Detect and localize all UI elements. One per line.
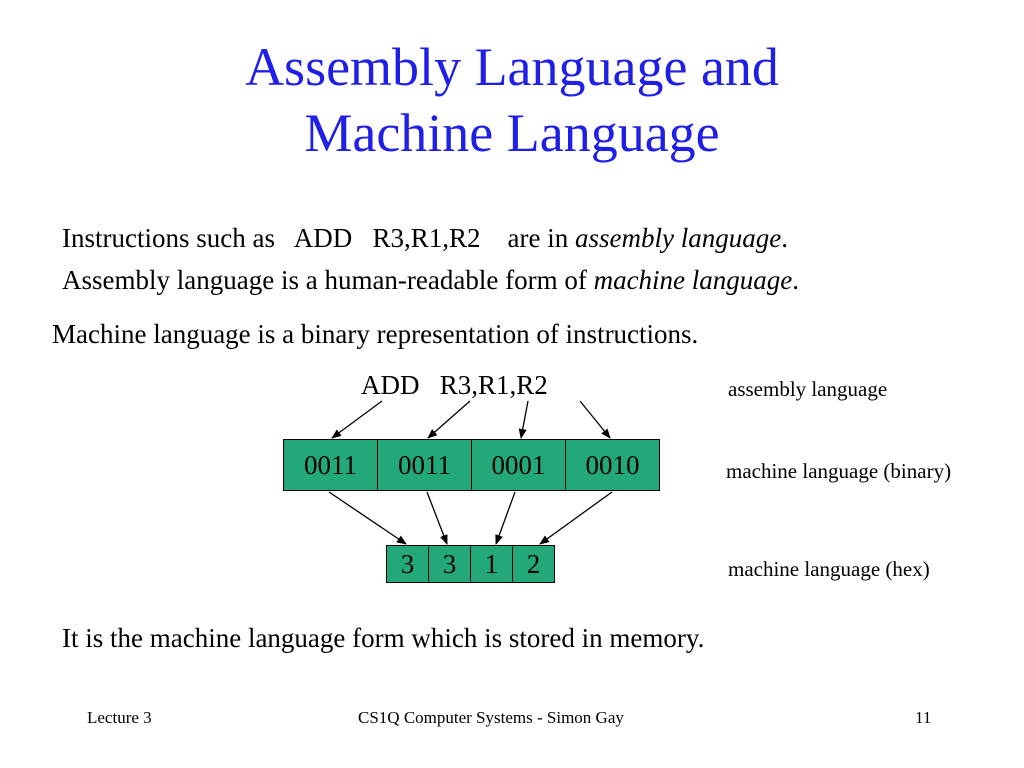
title-line-1: Assembly Language and: [245, 37, 779, 97]
arrow-bin4-to-hex4: [540, 492, 612, 544]
term-assembly-language: assembly language: [574, 223, 782, 253]
paragraph-stored-in-memory: It is the machine language form which is stored in memory.: [62, 623, 705, 653]
paragraph-assembly-period: .: [781, 223, 788, 253]
title-line-2: Machine Language: [304, 103, 720, 163]
footer-page-number: 11: [915, 708, 932, 727]
paragraph-human-readable-period: .: [792, 265, 800, 295]
hex-cell-4: 2: [512, 545, 555, 583]
arrow-bin1-to-hex1: [329, 492, 406, 544]
arrow-r2-to-bin4: [580, 401, 610, 438]
footer-course: CS1Q Computer Systems - Simon Gay: [358, 708, 624, 727]
paragraph-binary-representation: Machine language is a binary representation of instructions.: [52, 319, 699, 349]
instruction-label: ADD R3,R1,R2: [361, 370, 548, 400]
term-machine-language: machine language: [593, 265, 793, 295]
hex-cell-2: 3: [428, 545, 471, 583]
paragraph-assembly-text: Instructions such as ADD R3,R1,R2 are in: [62, 223, 575, 253]
arrow-bin3-to-hex3: [496, 492, 515, 544]
footer-lecture: Lecture 3: [87, 708, 152, 727]
hex-cell-3: 1: [470, 545, 513, 583]
label-machine-binary: machine language (binary): [726, 459, 952, 483]
arrow-add-to-bin1: [332, 401, 382, 438]
paragraph-human-readable-text: Assembly language is a human-readable form of: [62, 265, 594, 295]
binary-cell-1: 0011: [283, 439, 378, 491]
binary-cell-4: 0010: [565, 439, 660, 491]
label-machine-hex: machine language (hex): [728, 557, 930, 581]
arrow-r1-to-bin3: [521, 401, 528, 438]
binary-cell-3: 0001: [471, 439, 566, 491]
label-assembly-language: assembly language: [728, 377, 888, 401]
hex-cell-1: 3: [386, 545, 429, 583]
arrow-r3-to-bin2: [428, 401, 470, 438]
binary-cell-2: 0011: [377, 439, 472, 491]
arrow-bin2-to-hex2: [427, 492, 447, 544]
